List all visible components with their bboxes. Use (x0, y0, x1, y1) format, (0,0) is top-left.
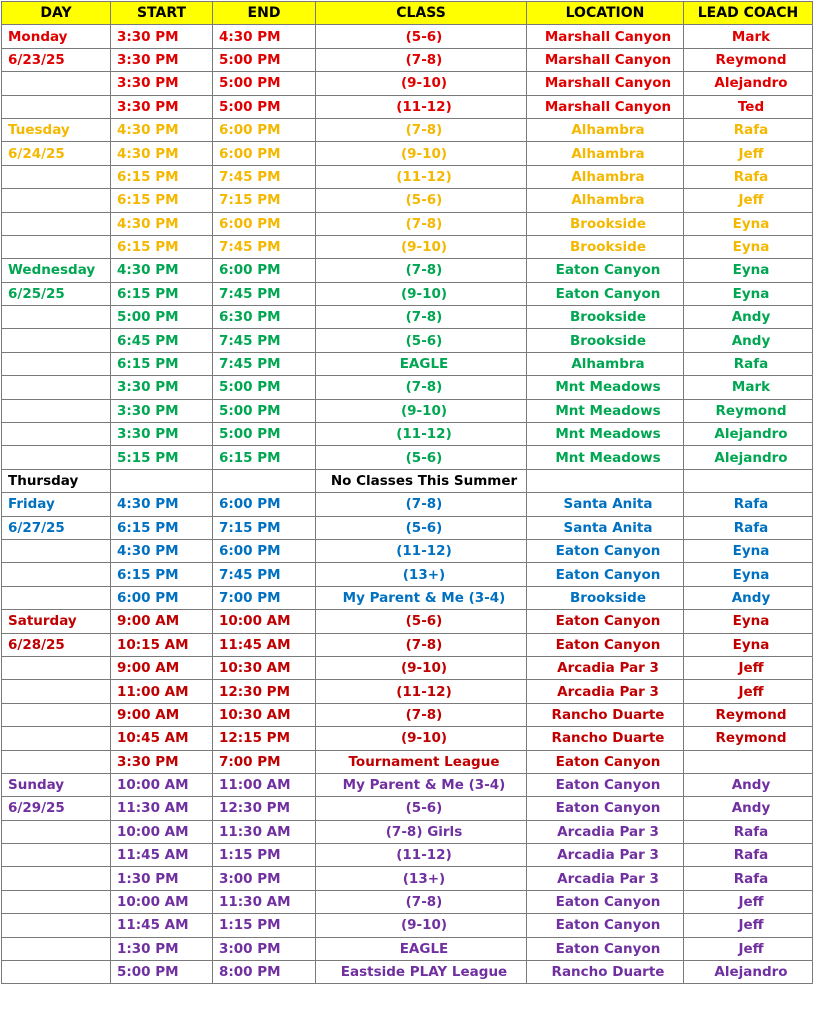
cell-start: 6:15 PM (111, 189, 213, 212)
cell-lead-coach: Reymond (684, 703, 813, 726)
cell-start: 6:15 PM (111, 516, 213, 539)
cell-lead-coach: Alejandro (684, 961, 813, 984)
table-row (2, 142, 813, 165)
header-class: CLASS (316, 2, 527, 25)
cell-day (2, 212, 111, 235)
cell-class: (7-8) (316, 703, 527, 726)
header-row (2, 2, 813, 25)
table-row (2, 352, 813, 375)
cell-location: Alhambra (527, 165, 684, 188)
cell-end: 6:00 PM (213, 118, 316, 141)
cell-day (2, 937, 111, 960)
cell-end: 5:00 PM (213, 95, 316, 118)
cell-lead-coach: Ted (684, 95, 813, 118)
cell-end: 7:15 PM (213, 516, 316, 539)
cell-lead-coach: Mark (684, 376, 813, 399)
cell-start: 3:30 PM (111, 25, 213, 48)
cell-day: 6/28/25 (2, 633, 111, 656)
cell-start: 9:00 AM (111, 610, 213, 633)
cell-start: 3:30 PM (111, 48, 213, 71)
cell-class: EAGLE (316, 352, 527, 375)
cell-end: 11:30 AM (213, 890, 316, 913)
table-row (2, 680, 813, 703)
cell-lead-coach: Rafa (684, 867, 813, 890)
cell-location: Brookside (527, 329, 684, 352)
cell-class: (9-10) (316, 282, 527, 305)
cell-day: 6/25/25 (2, 282, 111, 305)
cell-location: Arcadia Par 3 (527, 680, 684, 703)
table-row (2, 48, 813, 71)
cell-end: 5:00 PM (213, 423, 316, 446)
cell-day: Wednesday (2, 259, 111, 282)
table-row (2, 727, 813, 750)
table-row (2, 282, 813, 305)
cell-class: (5-6) (316, 189, 527, 212)
cell-start: 6:45 PM (111, 329, 213, 352)
cell-class: (11-12) (316, 165, 527, 188)
cell-lead-coach: Alejandro (684, 423, 813, 446)
table-row (2, 212, 813, 235)
cell-class: (9-10) (316, 914, 527, 937)
table-row (2, 423, 813, 446)
cell-lead-coach: Eyna (684, 610, 813, 633)
cell-day (2, 914, 111, 937)
cell-class: Tournament League (316, 750, 527, 773)
cell-location: Mnt Meadows (527, 446, 684, 469)
cell-end: 7:15 PM (213, 189, 316, 212)
cell-end: 5:00 PM (213, 72, 316, 95)
cell-location: Marshall Canyon (527, 25, 684, 48)
cell-end (213, 469, 316, 492)
cell-location: Eaton Canyon (527, 259, 684, 282)
cell-start: 10:45 AM (111, 727, 213, 750)
cell-day (2, 703, 111, 726)
cell-start: 4:30 PM (111, 539, 213, 562)
table-row (2, 820, 813, 843)
cell-class: (11-12) (316, 844, 527, 867)
cell-start: 4:30 PM (111, 142, 213, 165)
cell-location: Alhambra (527, 118, 684, 141)
cell-day: Thursday (2, 469, 111, 492)
cell-start: 6:15 PM (111, 165, 213, 188)
cell-start: 3:30 PM (111, 399, 213, 422)
cell-class: (7-8) (316, 890, 527, 913)
table-row (2, 399, 813, 422)
cell-location: Alhambra (527, 189, 684, 212)
table-row (2, 867, 813, 890)
header-day: DAY (2, 2, 111, 25)
header-lead-coach: LEAD COACH (684, 2, 813, 25)
cell-day (2, 306, 111, 329)
cell-day: Saturday (2, 610, 111, 633)
cell-start: 5:15 PM (111, 446, 213, 469)
table-row (2, 329, 813, 352)
cell-class: (5-6) (316, 610, 527, 633)
cell-start: 10:00 AM (111, 890, 213, 913)
cell-start: 10:00 AM (111, 820, 213, 843)
cell-location: Brookside (527, 306, 684, 329)
table-row (2, 189, 813, 212)
cell-location: Brookside (527, 586, 684, 609)
table-row (2, 539, 813, 562)
cell-start: 10:00 AM (111, 773, 213, 796)
cell-day: 6/29/25 (2, 797, 111, 820)
cell-location: Rancho Duarte (527, 727, 684, 750)
cell-location: Eaton Canyon (527, 563, 684, 586)
cell-start: 6:15 PM (111, 235, 213, 258)
table-row (2, 914, 813, 937)
cell-class: (5-6) (316, 446, 527, 469)
cell-class: (5-6) (316, 516, 527, 539)
cell-lead-coach: Andy (684, 773, 813, 796)
cell-lead-coach: Jeff (684, 914, 813, 937)
cell-day (2, 820, 111, 843)
cell-start: 1:30 PM (111, 937, 213, 960)
cell-day: 6/27/25 (2, 516, 111, 539)
cell-location: Eaton Canyon (527, 890, 684, 913)
cell-day (2, 656, 111, 679)
cell-day (2, 165, 111, 188)
cell-start: 11:00 AM (111, 680, 213, 703)
cell-location: Eaton Canyon (527, 610, 684, 633)
table-row (2, 797, 813, 820)
cell-location: Rancho Duarte (527, 703, 684, 726)
cell-start: 6:00 PM (111, 586, 213, 609)
cell-start: 3:30 PM (111, 750, 213, 773)
cell-class: (9-10) (316, 727, 527, 750)
cell-end: 7:00 PM (213, 586, 316, 609)
cell-lead-coach (684, 750, 813, 773)
cell-location: Eaton Canyon (527, 937, 684, 960)
cell-class: (7-8) (316, 212, 527, 235)
cell-lead-coach: Reymond (684, 727, 813, 750)
cell-class: (9-10) (316, 399, 527, 422)
cell-end: 5:00 PM (213, 399, 316, 422)
cell-lead-coach: Eyna (684, 282, 813, 305)
cell-day (2, 376, 111, 399)
cell-start: 6:15 PM (111, 563, 213, 586)
cell-end: 3:00 PM (213, 937, 316, 960)
table-row (2, 890, 813, 913)
cell-end: 6:30 PM (213, 306, 316, 329)
table-row (2, 633, 813, 656)
table-row (2, 703, 813, 726)
table-row (2, 235, 813, 258)
cell-class: Eastside PLAY League (316, 961, 527, 984)
cell-lead-coach: Rafa (684, 516, 813, 539)
cell-location: Eaton Canyon (527, 750, 684, 773)
table-row (2, 118, 813, 141)
cell-day (2, 680, 111, 703)
cell-start: 10:15 AM (111, 633, 213, 656)
cell-start: 11:45 AM (111, 914, 213, 937)
cell-class: (7-8) (316, 118, 527, 141)
cell-end: 6:00 PM (213, 259, 316, 282)
table-row (2, 376, 813, 399)
cell-lead-coach: Mark (684, 25, 813, 48)
cell-class: (11-12) (316, 423, 527, 446)
cell-start: 4:30 PM (111, 259, 213, 282)
cell-start: 4:30 PM (111, 212, 213, 235)
cell-lead-coach: Eyna (684, 212, 813, 235)
cell-location: Brookside (527, 235, 684, 258)
cell-day (2, 329, 111, 352)
cell-location: Alhambra (527, 352, 684, 375)
table-row (2, 750, 813, 773)
cell-location: Eaton Canyon (527, 282, 684, 305)
cell-location (527, 469, 684, 492)
cell-end: 1:15 PM (213, 914, 316, 937)
cell-class: (9-10) (316, 235, 527, 258)
table-row (2, 306, 813, 329)
cell-end: 12:30 PM (213, 797, 316, 820)
cell-lead-coach: Eyna (684, 259, 813, 282)
cell-class: (11-12) (316, 95, 527, 118)
cell-end: 6:00 PM (213, 493, 316, 516)
table-row (2, 516, 813, 539)
cell-end: 7:45 PM (213, 165, 316, 188)
cell-end: 7:45 PM (213, 329, 316, 352)
cell-class: My Parent & Me (3-4) (316, 773, 527, 796)
table-row (2, 72, 813, 95)
cell-lead-coach: Jeff (684, 937, 813, 960)
cell-location: Brookside (527, 212, 684, 235)
cell-end: 11:45 AM (213, 633, 316, 656)
cell-lead-coach: Eyna (684, 563, 813, 586)
cell-lead-coach: Rafa (684, 493, 813, 516)
cell-class: (13+) (316, 563, 527, 586)
cell-class: EAGLE (316, 937, 527, 960)
cell-class: (11-12) (316, 539, 527, 562)
cell-day (2, 727, 111, 750)
cell-class: (7-8) Girls (316, 820, 527, 843)
cell-day (2, 750, 111, 773)
table-row (2, 469, 813, 492)
cell-location: Eaton Canyon (527, 797, 684, 820)
cell-location: Marshall Canyon (527, 48, 684, 71)
cell-end: 6:00 PM (213, 142, 316, 165)
cell-start: 11:30 AM (111, 797, 213, 820)
cell-class: (5-6) (316, 797, 527, 820)
cell-location: Mnt Meadows (527, 376, 684, 399)
table-row (2, 493, 813, 516)
cell-lead-coach: Alejandro (684, 446, 813, 469)
cell-day (2, 352, 111, 375)
cell-class: (9-10) (316, 72, 527, 95)
cell-location: Arcadia Par 3 (527, 867, 684, 890)
cell-day (2, 844, 111, 867)
cell-lead-coach: Rafa (684, 118, 813, 141)
cell-class: (7-8) (316, 493, 527, 516)
cell-start: 6:15 PM (111, 352, 213, 375)
cell-class: (9-10) (316, 656, 527, 679)
table-row (2, 25, 813, 48)
cell-end: 1:15 PM (213, 844, 316, 867)
cell-location: Marshall Canyon (527, 95, 684, 118)
cell-location: Santa Anita (527, 516, 684, 539)
cell-location: Mnt Meadows (527, 399, 684, 422)
cell-day: Friday (2, 493, 111, 516)
cell-end: 11:00 AM (213, 773, 316, 796)
cell-start: 3:30 PM (111, 95, 213, 118)
cell-end: 8:00 PM (213, 961, 316, 984)
cell-start: 3:30 PM (111, 72, 213, 95)
table-row (2, 586, 813, 609)
header-location: LOCATION (527, 2, 684, 25)
header-start: START (111, 2, 213, 25)
cell-start: 4:30 PM (111, 118, 213, 141)
table-row (2, 961, 813, 984)
cell-day (2, 189, 111, 212)
table-row (2, 937, 813, 960)
table-row (2, 95, 813, 118)
cell-lead-coach: Rafa (684, 352, 813, 375)
cell-end: 11:30 AM (213, 820, 316, 843)
cell-location: Rancho Duarte (527, 961, 684, 984)
cell-location: Arcadia Par 3 (527, 656, 684, 679)
table-row (2, 446, 813, 469)
schedule-table (1, 1, 813, 984)
cell-lead-coach (684, 469, 813, 492)
cell-lead-coach: Rafa (684, 844, 813, 867)
cell-class: (7-8) (316, 376, 527, 399)
cell-end: 12:30 PM (213, 680, 316, 703)
cell-class: (7-8) (316, 259, 527, 282)
cell-location: Arcadia Par 3 (527, 844, 684, 867)
cell-location: Eaton Canyon (527, 633, 684, 656)
cell-end: 7:45 PM (213, 563, 316, 586)
cell-location: Eaton Canyon (527, 539, 684, 562)
cell-end: 6:00 PM (213, 539, 316, 562)
cell-end: 5:00 PM (213, 48, 316, 71)
cell-end: 7:45 PM (213, 235, 316, 258)
cell-lead-coach: Alejandro (684, 72, 813, 95)
cell-day (2, 423, 111, 446)
cell-class: (7-8) (316, 48, 527, 71)
cell-end: 5:00 PM (213, 376, 316, 399)
header-end: END (213, 2, 316, 25)
cell-lead-coach: Andy (684, 586, 813, 609)
cell-lead-coach: Rafa (684, 820, 813, 843)
cell-day (2, 539, 111, 562)
cell-class: No Classes This Summer (316, 469, 527, 492)
table-row (2, 656, 813, 679)
cell-lead-coach: Jeff (684, 189, 813, 212)
cell-lead-coach: Andy (684, 306, 813, 329)
cell-start: 9:00 AM (111, 703, 213, 726)
cell-day (2, 235, 111, 258)
cell-lead-coach: Jeff (684, 142, 813, 165)
cell-class: (11-12) (316, 680, 527, 703)
cell-class: (7-8) (316, 633, 527, 656)
cell-start: 9:00 AM (111, 656, 213, 679)
table-row (2, 165, 813, 188)
cell-lead-coach: Andy (684, 797, 813, 820)
cell-class: My Parent & Me (3-4) (316, 586, 527, 609)
cell-location: Santa Anita (527, 493, 684, 516)
cell-start: 3:30 PM (111, 376, 213, 399)
cell-day (2, 72, 111, 95)
cell-start: 3:30 PM (111, 423, 213, 446)
cell-start (111, 469, 213, 492)
cell-lead-coach: Andy (684, 329, 813, 352)
table-row (2, 259, 813, 282)
cell-class: (5-6) (316, 329, 527, 352)
cell-day (2, 563, 111, 586)
cell-lead-coach: Eyna (684, 633, 813, 656)
cell-start: 6:15 PM (111, 282, 213, 305)
table-row (2, 844, 813, 867)
cell-lead-coach: Reymond (684, 399, 813, 422)
cell-end: 10:30 AM (213, 703, 316, 726)
cell-location: Marshall Canyon (527, 72, 684, 95)
cell-lead-coach: Jeff (684, 656, 813, 679)
cell-class: (7-8) (316, 306, 527, 329)
cell-day: Sunday (2, 773, 111, 796)
cell-end: 6:15 PM (213, 446, 316, 469)
cell-location: Eaton Canyon (527, 773, 684, 796)
cell-end: 10:00 AM (213, 610, 316, 633)
cell-end: 10:30 AM (213, 656, 316, 679)
cell-lead-coach: Rafa (684, 165, 813, 188)
cell-end: 3:00 PM (213, 867, 316, 890)
cell-day (2, 95, 111, 118)
cell-lead-coach: Jeff (684, 680, 813, 703)
cell-lead-coach: Eyna (684, 539, 813, 562)
cell-location: Arcadia Par 3 (527, 820, 684, 843)
cell-start: 5:00 PM (111, 961, 213, 984)
cell-day (2, 446, 111, 469)
cell-end: 7:45 PM (213, 282, 316, 305)
cell-lead-coach: Jeff (684, 890, 813, 913)
cell-start: 4:30 PM (111, 493, 213, 516)
cell-day (2, 867, 111, 890)
cell-day: 6/24/25 (2, 142, 111, 165)
cell-start: 11:45 AM (111, 844, 213, 867)
cell-day (2, 890, 111, 913)
cell-lead-coach: Eyna (684, 235, 813, 258)
cell-end: 7:45 PM (213, 352, 316, 375)
cell-end: 6:00 PM (213, 212, 316, 235)
cell-end: 12:15 PM (213, 727, 316, 750)
cell-day (2, 586, 111, 609)
cell-end: 4:30 PM (213, 25, 316, 48)
cell-end: 7:00 PM (213, 750, 316, 773)
cell-lead-coach: Reymond (684, 48, 813, 71)
cell-class: (5-6) (316, 25, 527, 48)
table-row (2, 610, 813, 633)
cell-location: Eaton Canyon (527, 914, 684, 937)
cell-location: Alhambra (527, 142, 684, 165)
cell-day (2, 399, 111, 422)
cell-class: (9-10) (316, 142, 527, 165)
cell-day: Monday (2, 25, 111, 48)
cell-day: Tuesday (2, 118, 111, 141)
schedule-body (2, 25, 813, 984)
cell-class: (13+) (316, 867, 527, 890)
cell-day: 6/23/25 (2, 48, 111, 71)
table-row (2, 563, 813, 586)
cell-start: 1:30 PM (111, 867, 213, 890)
cell-day (2, 961, 111, 984)
cell-location: Mnt Meadows (527, 423, 684, 446)
cell-start: 5:00 PM (111, 306, 213, 329)
table-row (2, 773, 813, 796)
